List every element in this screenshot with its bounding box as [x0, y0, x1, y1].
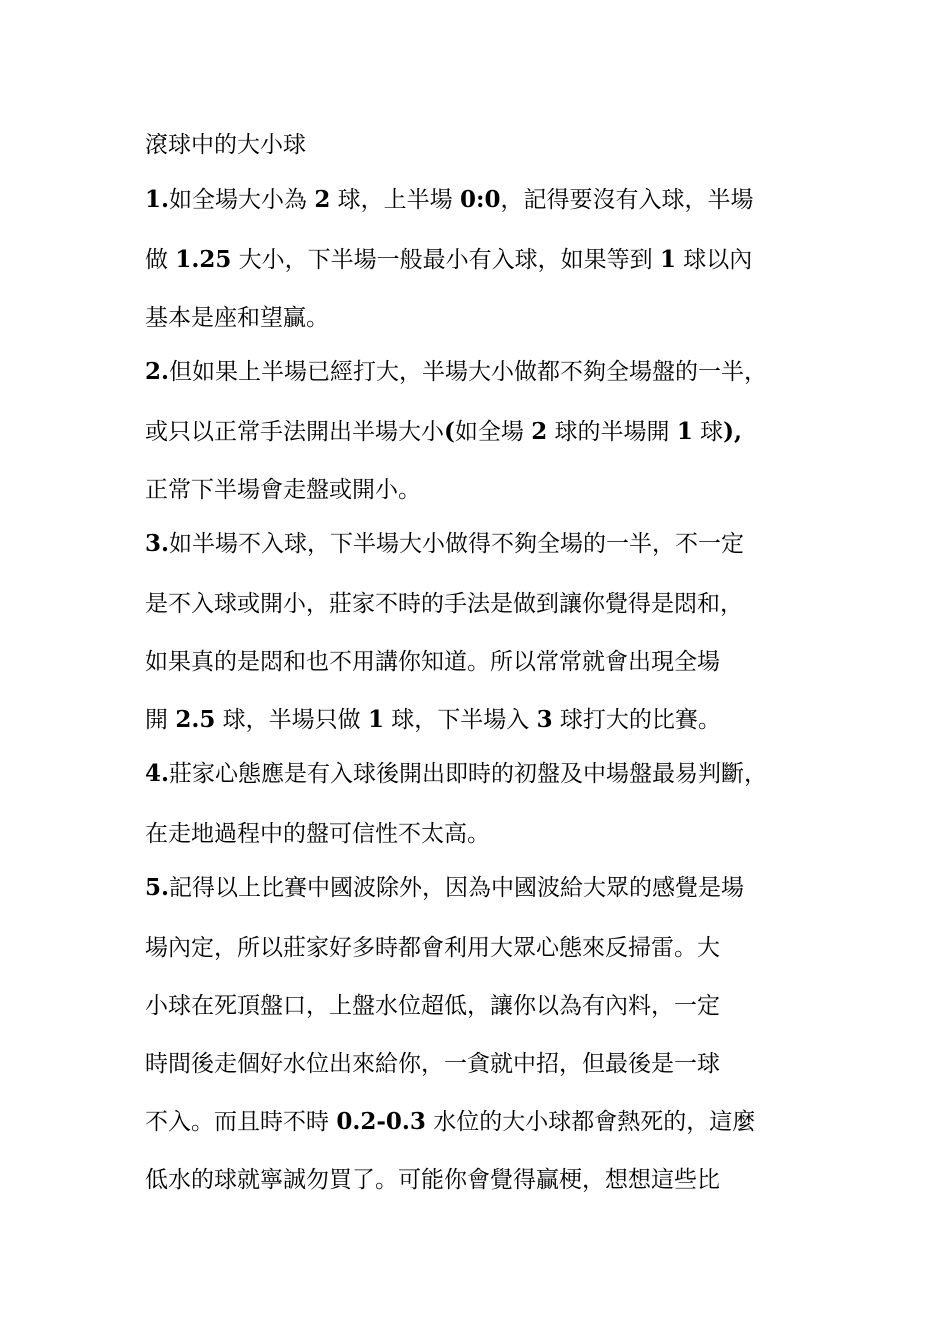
paragraph-line: 在走地過程中的盤可信性不太高。 [145, 821, 490, 847]
paragraph-line: 3.如半場不入球，下半場大小做得不夠全場的一半，不一定 [145, 530, 745, 557]
paragraph-line: 正常下半場會走盤或開小。 [145, 477, 421, 503]
paragraph-line: 開 2.5 球，半場只做 1 球，下半場入 3 球打大的比賽。 [145, 706, 721, 733]
paragraph-line: 1.如全場大小為 2 球，上半場 0:0，記得要沒有入球，半場 [145, 186, 754, 213]
paragraph-line: 基本是座和望贏。 [145, 305, 329, 331]
paragraph-line: 或只以正常手法開出半場大小(如全場 2 球的半場開 1 球), [145, 418, 743, 445]
paragraph-line: 低水的球就寧誠勿買了。可能你會覺得贏梗，想想這些比 [145, 1167, 720, 1193]
paragraph-line: 是不入球或開小，莊家不時的手法是做到讓你覺得是悶和， [145, 591, 743, 617]
paragraph-line: 不入。而且時不時 0.2-0.3 水位的大小球都會熱死的，這麼 [145, 1108, 756, 1135]
paragraph-line: 5.記得以上比賽中國波除外，因為中國波給大眾的感覺是場 [145, 874, 745, 901]
paragraph-line: 時間後走個好水位出來給你，一貪就中招，但最後是一球 [145, 1051, 720, 1077]
document-title: 滾球中的大小球 [145, 132, 306, 158]
paragraph-line: 做 1.25 大小，下半場一般最小有入球，如果等到 1 球以內 [145, 246, 753, 273]
paragraph-line: 場內定，所以莊家好多時都會利用大眾心態來反掃雷。大 [145, 935, 720, 961]
paragraph-line: 4.莊家心態應是有入球後開出即時的初盤及中場盤最易判斷， [145, 760, 768, 787]
paragraph-line: 2.但如果上半場已經打大，半場大小做都不夠全場盤的一半， [145, 358, 768, 385]
paragraph-line: 如果真的是悶和也不用講你知道。所以常常就會出現全場 [145, 649, 720, 675]
paragraph-line: 小球在死頂盤口，上盤水位超低，讓你以為有內料，一定 [145, 993, 720, 1019]
